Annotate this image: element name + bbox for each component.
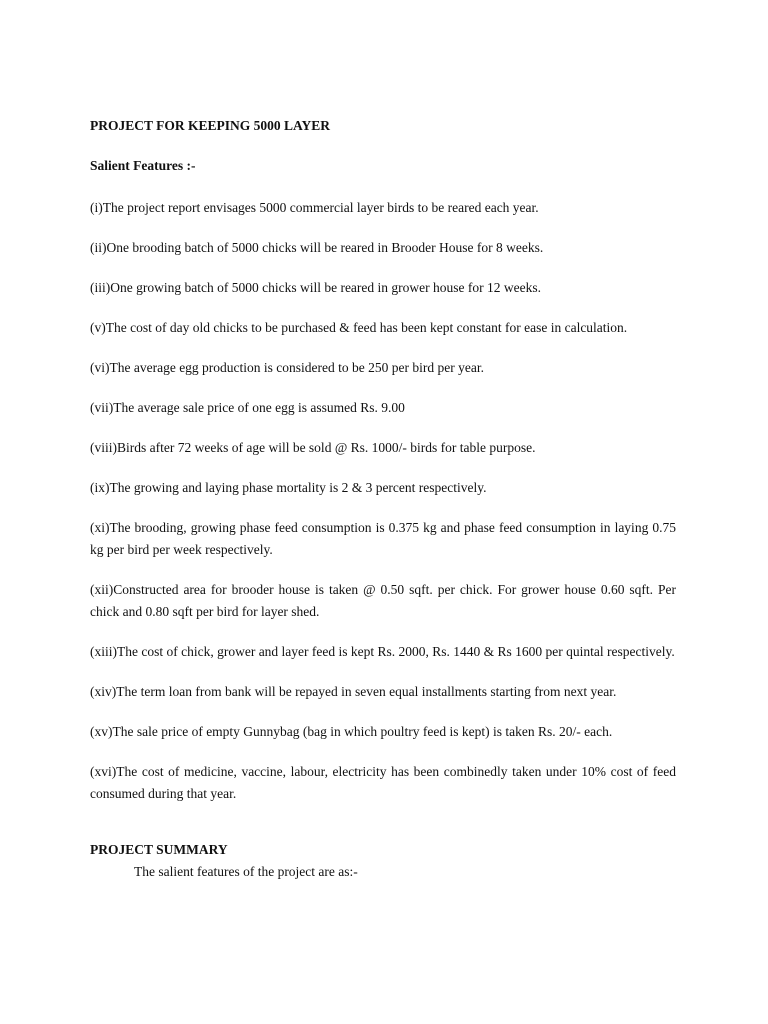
features-list [90, 197, 676, 805]
feature-item: (xiii)The cost of chick, grower and layer feed is kept Rs. 2000, Rs. 1440 & Rs 1600 per quintal respectively. [90, 644, 675, 659]
feature-item: (vii)The average sale price of one egg is assumed Rs. 9.00 [90, 400, 405, 415]
project-summary-heading: PROJECT SUMMARY [90, 842, 228, 857]
feature-item: (xvi)The cost of medicine, vaccine, labour, electricity has been combinedly taken under 10% cost of feed consumed during that year. [90, 764, 676, 801]
feature-item: (xii)Constructed area for brooder house is taken @ 0.50 sqft. per chick. For grower house 0.60 sqft. Per chick and 0.80 sqft per bird for layer shed. [90, 582, 676, 619]
project-summary-text: The salient features of the project are as:- [134, 864, 358, 879]
feature-item: (viii)Birds after 72 weeks of age will be sold @ Rs. 1000/- birds for table purpose. [90, 440, 536, 455]
feature-item: (ii)One brooding batch of 5000 chicks will be reared in Brooder House for 8 weeks. [90, 240, 544, 255]
document-title: PROJECT FOR KEEPING 5000 LAYER [90, 118, 331, 133]
feature-item: (iii)One growing batch of 5000 chicks will be reared in grower house for 12 weeks. [90, 280, 541, 295]
feature-item: (xiv)The term loan from bank will be repayed in seven equal installments starting from next year. [90, 684, 617, 699]
feature-item: (ix)The growing and laying phase mortality is 2 & 3 percent respectively. [90, 480, 487, 495]
feature-item: (v)The cost of day old chicks to be purchased & feed has been kept constant for ease in calculation. [90, 320, 628, 335]
feature-item: (vi)The average egg production is considered to be 250 per bird per year. [90, 360, 484, 375]
feature-item: (xi)The brooding, growing phase feed consumption is 0.375 kg and phase feed consumption in laying 0.75 kg per bird per week respectively. [90, 520, 676, 557]
salient-features-heading: Salient Features :- [90, 158, 196, 173]
document-body [90, 117, 676, 881]
feature-item: (xv)The sale price of empty Gunnybag (bag in which poultry feed is kept) is taken Rs. 20/- each. [90, 724, 613, 739]
feature-item: (i)The project report envisages 5000 commercial layer birds to be reared each year. [90, 200, 539, 215]
